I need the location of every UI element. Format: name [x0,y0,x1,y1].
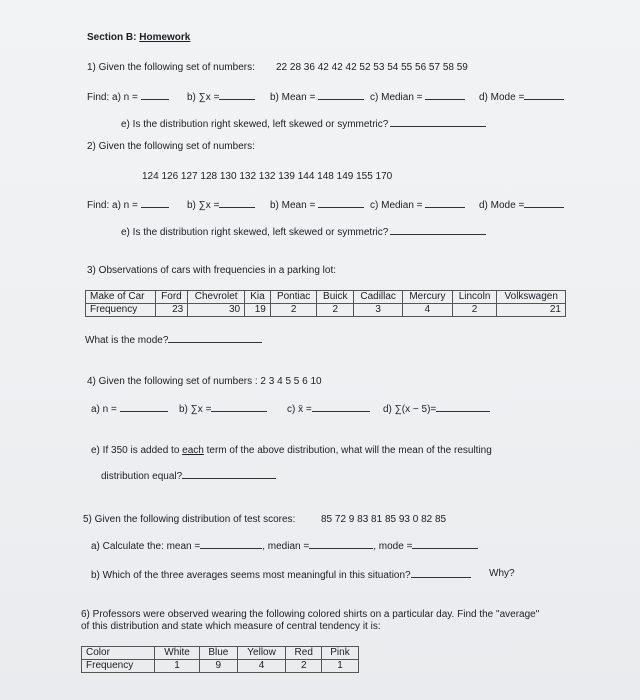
cars-make: Ford [155,291,187,304]
q4-sum-dev [383,402,490,415]
shirts-color: Yellow [237,647,286,660]
q2-mode-label: d) Mode = [479,200,525,211]
cars-make: Kia [245,291,271,304]
section-title [87,32,190,43]
q1-mode-blank[interactable] [524,90,564,100]
q2-median-label: c) Median = [370,200,423,211]
q2-mean [270,198,364,211]
q2-sum-label: b) ∑x = [187,200,220,211]
q2-mode [479,198,564,211]
q1-find-n [87,90,169,103]
q1-mode [479,90,564,103]
q4-e-each: each [182,445,204,456]
q4-n [91,402,168,415]
q2-skew-label: e) Is the distribution right skewed, left skewed or symmetric? [121,227,389,238]
q4-e-line1 [91,445,492,456]
cars-make: Lincoln [452,291,497,304]
cars-make-row [86,291,566,304]
q1-mode-label: d) Mode = [479,92,525,103]
q4-sum-blank[interactable] [211,402,267,412]
q4-e-post: term of the above distribution, what will the mean of the resulting [203,445,492,456]
q5-b [91,568,471,581]
q4-sum [179,402,267,415]
q4-e-blank[interactable] [182,469,276,479]
q2-sum-blank[interactable] [219,198,255,208]
q5-b-blank[interactable] [411,568,471,578]
q1-mean-blank[interactable] [318,90,364,100]
cars-freq: 4 [403,304,453,317]
q5-median-blank[interactable] [309,539,373,549]
shirts-freq: 1 [322,660,359,673]
shirts-color: White [155,647,200,660]
q2-numbers: 124 126 127 128 130 132 132 139 144 148 149 155 170 [142,171,393,182]
q4-n-label: a) n = [91,404,117,415]
shirts-color-row [82,647,359,660]
q5-mean-blank[interactable] [200,539,262,549]
cars-make: Cadillac [354,291,403,304]
cars-make: Chevrolet [188,291,245,304]
shirts-freq: 2 [286,660,322,673]
q4-xbar [287,402,370,415]
q1-find-label: Find: a) n = [87,92,138,103]
q1-median-label: c) Median = [370,92,423,103]
shirts-freq: 4 [237,660,286,673]
q3-mode-question [85,333,262,346]
cars-row-header: Frequency [86,304,156,317]
q2-sum [187,198,255,211]
section-title-text: Homework [139,32,191,43]
q5-mode-blank[interactable] [412,539,478,549]
q3-question-label: What is the mode? [85,335,169,346]
shirts-freq: 9 [199,660,237,673]
q2-prompt: 2) Given the following set of numbers: [87,141,255,152]
q1-skew-label: e) Is the distribution right skewed, left skewed or symmetric? [121,119,389,130]
q1-sum-label: b) ∑x = [187,92,220,103]
q5-scores: 85 72 9 83 81 85 93 0 82 85 [321,514,447,525]
q2-find-label: Find: a) n = [87,200,138,211]
q2-median [370,198,465,211]
q4-e-label2: distribution equal? [101,471,183,482]
q1-skew-blank[interactable] [390,117,486,127]
cars-freq: 23 [155,304,187,317]
q1-sum-blank[interactable] [219,90,255,100]
q5-why: Why? [489,568,515,579]
q4-sum-dev-blank[interactable] [436,402,490,412]
q1-prompt: 1) Given the following set of numbers: [87,62,255,73]
q1-skew [121,117,486,130]
shirts-frequency-row [82,660,359,673]
q5-mode-label: , mode = [373,541,413,552]
q2-skew-blank[interactable] [390,225,486,235]
q4-xbar-label: c) x̄ = [287,404,312,415]
q1-numbers: 22 28 36 42 42 42 52 53 54 55 56 57 58 59 [276,62,468,73]
q3-mode-blank[interactable] [168,333,262,343]
q1-median-blank[interactable] [425,90,465,100]
cars-freq: 3 [354,304,403,317]
cars-make: Mercury [403,291,453,304]
q2-median-blank[interactable] [425,198,465,208]
section-prefix: Section B: [87,32,140,43]
q4-xbar-blank[interactable] [312,402,370,412]
q4-sum-label: b) ∑x = [179,404,212,415]
q2-mean-label: b) Mean = [270,200,316,211]
q1-median [370,90,465,103]
cars-make: Buick [317,291,354,304]
shirts-table [81,646,359,673]
cars-row-header: Make of Car [86,291,156,304]
q4-n-blank[interactable] [120,402,168,412]
q5-median-label: , median = [262,541,310,552]
cars-table [85,290,566,317]
shirts-row-header: Color [82,647,155,660]
q2-find-n [87,198,169,211]
q1-mean [270,90,364,103]
q2-mean-blank[interactable] [318,198,364,208]
q6-line1: 6) Professors were observed wearing the following colored shirts on a particular day. Find the "average" [81,609,540,620]
q4-sum-dev-label: d) ∑(x − 5)= [383,404,437,415]
q5-mean-label: a) Calculate the: mean = [91,541,201,552]
q2-skew [121,225,486,238]
q1-n-blank[interactable] [141,90,169,100]
cars-freq: 19 [245,304,271,317]
shirts-color: Blue [199,647,237,660]
q5-prompt: 5) Given the following distribution of test scores: [83,514,296,525]
cars-freq: 30 [188,304,245,317]
cars-freq: 2 [452,304,497,317]
cars-freq: 2 [270,304,317,317]
shirts-freq: 1 [155,660,200,673]
q1-sum [187,90,255,103]
q4-e-pre: e) If 350 is added to [91,445,183,456]
cars-make: Volkswagen [497,291,566,304]
cars-make: Pontiac [270,291,317,304]
q5-a [91,539,478,552]
cars-freq: 2 [317,304,354,317]
q6-line2: of this distribution and state which measure of central tendency it is: [81,621,381,632]
cars-freq: 21 [497,304,566,317]
cars-frequency-row [86,304,566,317]
q2-n-blank[interactable] [141,198,169,208]
q4-prompt: 4) Given the following set of numbers : 2 3 4 5 5 6 10 [87,376,322,387]
shirts-color: Red [286,647,322,660]
q4-e-line2 [101,469,276,482]
q3-prompt: 3) Observations of cars with frequencies in a parking lot: [87,265,337,276]
q5-b-label: b) Which of the three averages seems most meaningful in this situation? [91,570,411,581]
q1-mean-label: b) Mean = [270,92,316,103]
q2-mode-blank[interactable] [524,198,564,208]
shirts-color: Pink [322,647,359,660]
shirts-row-header: Frequency [82,660,155,673]
